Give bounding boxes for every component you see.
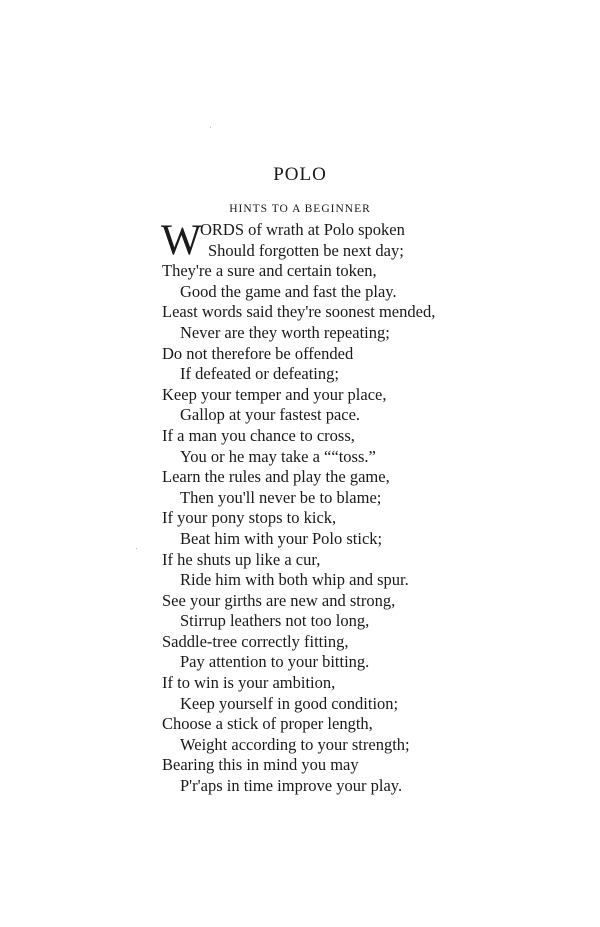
poem-line: Do not therefore be offended: [162, 343, 354, 363]
poem-line: Keep your temper and your place,: [162, 384, 387, 404]
poem-line: Beat him with your Polo stick;: [180, 528, 383, 548]
poem-line-1: ORDS of wrath at Polo spoken: [200, 220, 405, 239]
poem-line: If defeated or defeating;: [180, 364, 339, 384]
poem-line: Bearing this in mind you may: [162, 755, 359, 775]
poem-line: Keep yourself in good condition;: [180, 693, 399, 713]
poem-line: Least words said they're soonest mended,: [162, 302, 436, 322]
poem-subtitle: HINTS TO A BEGINNER: [229, 203, 371, 215]
drop-cap: W: [161, 217, 202, 264]
poem-body: [161, 217, 482, 797]
paper-speck: [136, 548, 137, 549]
poem-line: P'r'aps in time improve your play.: [180, 776, 403, 796]
poem-line: If to win is your ambition,: [162, 673, 336, 693]
poem-line: See your girths are new and strong,: [162, 590, 396, 610]
poem-line: Weight according to your strength;: [180, 734, 410, 754]
poem-line: If a man you chance to cross,: [162, 425, 355, 445]
poem-line-2: Should forgotten be next day;: [208, 240, 404, 260]
poem-line: You or he may take a ““toss.”: [180, 446, 376, 466]
poem-line: If your pony stops to kick,: [162, 508, 337, 528]
poem-line: Ride him with both whip and spur.: [180, 570, 409, 590]
poem-line: Gallop at your fastest pace.: [180, 405, 361, 425]
poem-line: They're a sure and certain token,: [162, 261, 377, 281]
poem-line: Saddle-tree correctly fitting,: [162, 631, 349, 651]
poem-title: POLO: [273, 164, 327, 185]
paper-speck: [210, 127, 211, 128]
poem-line: Never are they worth repeating;: [180, 322, 390, 342]
poem-line: If he shuts up like a cur,: [162, 549, 321, 569]
opening-stanza: [161, 217, 482, 264]
poem-line: Good the game and fast the play.: [180, 281, 397, 301]
poem-line: Learn the rules and play the game,: [162, 467, 390, 487]
poem-line: Choose a stick of proper length,: [162, 714, 373, 734]
poem-lines: [162, 261, 482, 796]
poem-line: Pay attention to your bitting.: [180, 652, 370, 672]
poem-line: Then you'll never be to blame;: [180, 487, 382, 507]
poem-line: Stirrup leathers not too long,: [180, 611, 370, 631]
